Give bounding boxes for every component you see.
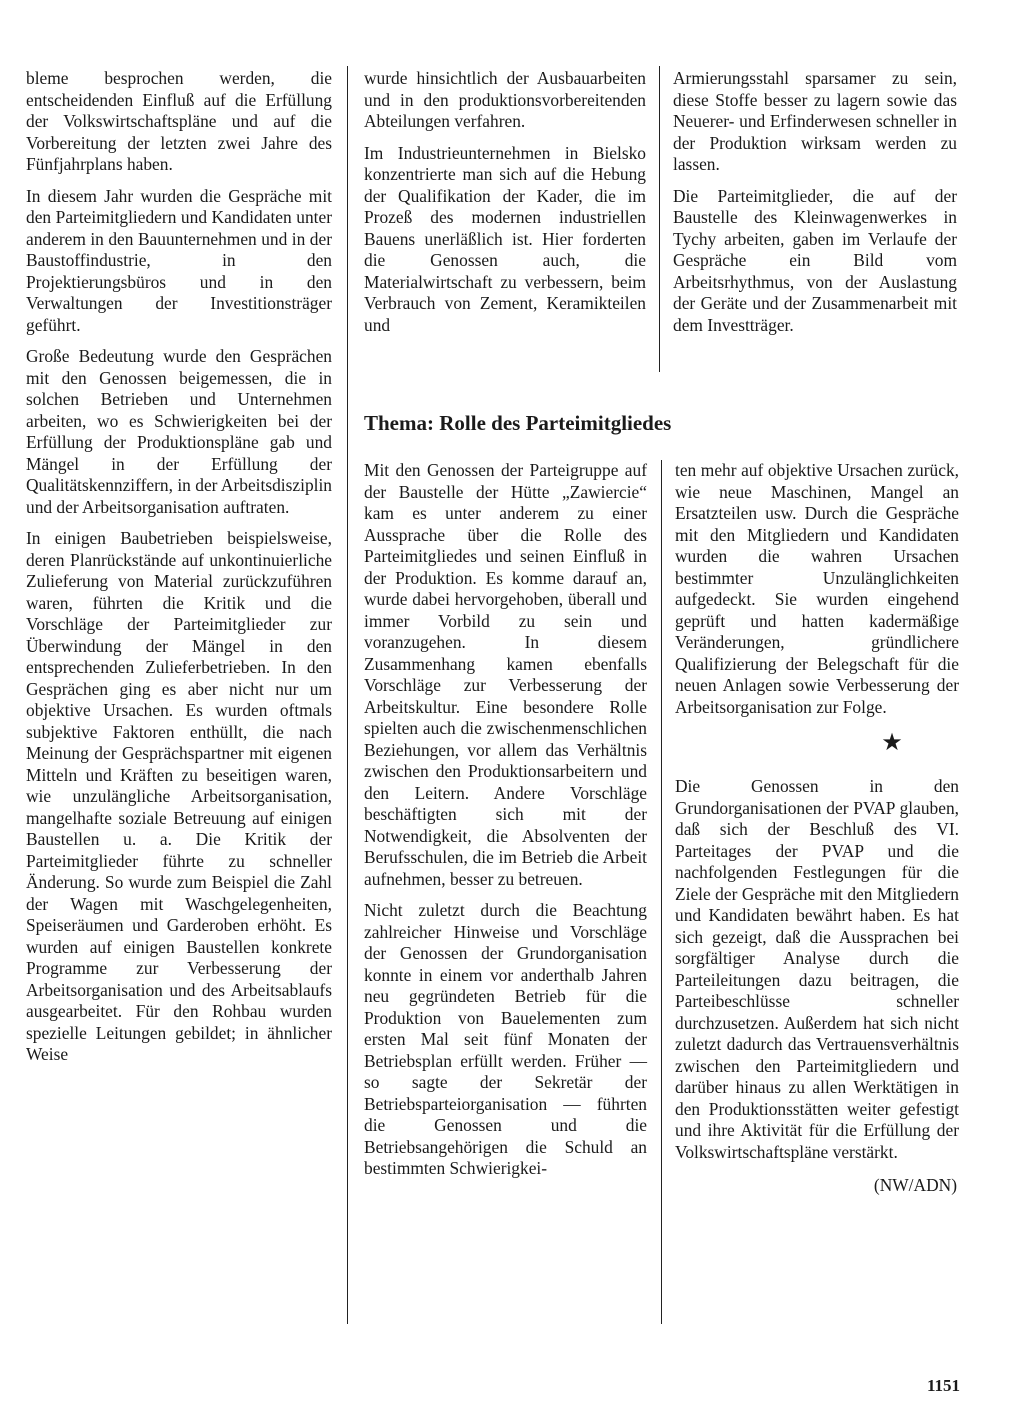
paragraph: In einigen Baubetrieben beispielsweise, deren Planrückstände auf unkontinuierliche Zulieferung von Material zurückzuführen waren, führten die Kritik und die Vorschläge der Parteimitglieder zur Überwindung der Mängel in den entsprechenden Zulieferbetrieben. In den Gesprächen ging es aber nicht nur um objektive Ursachen. Es wurden oftmals subjektive Faktoren enthüllt, die nach Meinung der Gesprächspartner mit eigenen Mitteln und Kräften zu beseitigen waren, wie unzulängliche Arbeitsorganisation, mangelhafte soziale Betreuung auf einigen Baustellen u. a. Die Kritik der Parteimitglieder führte zu schneller Änderung. So wurde zum Beispiel die Zahl der Wagen mit Waschgelegenheiten, Speiseräumen und Garderoben erhöht. Es wurden auf einigen Baustellen konkrete Programme zur Verbesserung der Arbeitsorganisation und des Arbeitsablaufs ausgearbeitet. Für den Rohbau wurden spezielle Leitungen gebildet; in ähnlicher Weise [26,528,332,1064]
page-number: 1151 [926,1376,960,1395]
column-rule [659,66,660,372]
paragraph: Mit den Genossen der Parteigruppe auf der Baustelle der Hütte „Zawiercie“ kam es unter anderem zu einer Aussprache über die Rolle des Parteimitgliedes und seinen Einfluß in der Produktion. Es komme darauf an, wurde dabei hervorgehoben, überall und immer Vorbild zu sein und voranzugehen. In diesem Zusammenhang kamen ebenfalls Vorschläge zur Verbesserung der Arbeitskultur. Eine besondere Rolle spielten auch die zwischenmenschlichen Beziehungen, vor allem das Verhältnis zwischen den Produktionsarbeitern und den Leitern. Andere Vorschläge beschäftigten sich mit der Notwendigkeit, die Absolventen der Berufsschulen, die im Betrieb die Arbeit aufnehmen, besser zu betreuen. [364,460,647,889]
text-column-2 [364,68,646,346]
paragraph: Große Bedeutung wurde den Gesprächen mit den Genossen beigemessen, die in solchen Betrieben und Unternehmen arbeiten, wo es Schwierigkeiten bei der Erfüllung der Produktionspläne gab und Mängel in der Erfüllung der Qualitätskennziffern, in der Arbeitsdisziplin und der Arbeitsorganisation auftraten. [26,346,332,517]
text-column-1 [26,68,332,1076]
paragraph: In diesem Jahr wurden die Gespräche mit den Parteimitgliedern und Kandidaten unter anderem in den Bauunternehmen und in der Baustoffindustrie, in den Projektierungsbüros und in den Verwaltungen der Investitionsträger geführt. [26,185,332,335]
column-rule [661,460,662,1324]
paragraph: Nicht zuletzt durch die Beachtung zahlreicher Hinweise und Vorschläge der Genossen der Grundorganisation konnte in einem vor anderthalb Jahren neu gegründeten Betrieb für die Produktion von Bauelementen zum ersten Mal seit fünf Monaten der Betriebsplan erfüllt werden. Früher — so sagte der Sekretär der Betriebsparteiorganisation — führten die Genossen und die Betriebsangehörigen die Schuld an bestimmten Schwierigkei- [364,900,647,1178]
paragraph: Die Genossen in den Grundorganisationen der PVAP glauben, daß sich der Beschluß des VI. Parteitages der PVAP und die nachfolgenden Festlegungen für die Ziele der Gespräche mit den Mitgliedern und Kandidaten bewährt haben. Es hat sich gezeigt, daß die Aussprachen bei sorgfältiger Analyse durch die Parteileitungen dazu beitragen, die Parteibeschlüsse schneller durchzusetzen. Außerdem hat sich nicht zuletzt dadurch das Vertrauensverhältnis zwischen den Parteimitgliedern und darüber hinaus zu allen Werktätigen in den Produktionsstätten weiter gefestigt und ihre Aktivität für die Erfüllung der Volkswirtschaftspläne verstärkt. [675,776,959,1162]
paragraph: Armierungsstahl sparsamer zu sein, diese Stoffe besser zu lagern sowie das Neuerer- und Erfinderwesen schneller in der Produktion wirksam werden zu lassen. [673,68,957,174]
section-heading: Thema: Rolle des Parteimitgliedes [364,411,672,435]
text-column-5 [675,460,959,1197]
star-divider-icon: ★ [881,730,903,756]
paragraph: Im Industrieunternehmen in Bielsko konzentrierte man sich auf die Hebung der Qualifikation der Kader, die im Prozeß des modernen industriellen Bauens unerläßlich ist. Hier forderten die Genossen auch, die Materialwirtschaft zu verbessern, beim Verbrauch von Zement, Keramikteilen und [364,142,646,335]
text-column-4 [364,460,647,1190]
column-rule [347,66,348,1324]
author-signature: (NW/ADN) [873,1175,957,1195]
paragraph: ten mehr auf objektive Ursachen zurück, wie neue Maschinen, Mangel an Ersatzteilen usw. Durch die Gespräche mit den Mitgliedern und Kandidaten wurden die wahren Ursachen bestimmter Unzulänglichkeiten aufgedeckt. Sie wurden eingehend geprüft und hatten kadermäßige Veränderungen, gründlichere Qualifizierung der Belegschaft für die neuen Anlagen sowie Verbesserung der Arbeitsorganisation zur Folge. [675,460,959,717]
paragraph: bleme besprochen werden, die entscheidenden Einfluß auf die Erfüllung der Volkswirtschaftspläne und auf die Vorbereitung der letzten zwei Jahre des Fünfjahrplans haben. [26,68,332,174]
paragraph: wurde hinsichtlich der Ausbauarbeiten und in den produktionsvorbereitenden Abteilungen verfahren. [364,68,646,131]
text-column-3 [673,68,957,346]
paragraph: Die Parteimitglieder, die auf der Baustelle des Kleinwagenwerkes in Tychy arbeiten, gaben im Verlaufe der Gespräche ein Bild vom Arbeitsrhythmus, von der Auslastung der Geräte und der Zusammenarbeit mit dem Investträger. [673,185,957,335]
